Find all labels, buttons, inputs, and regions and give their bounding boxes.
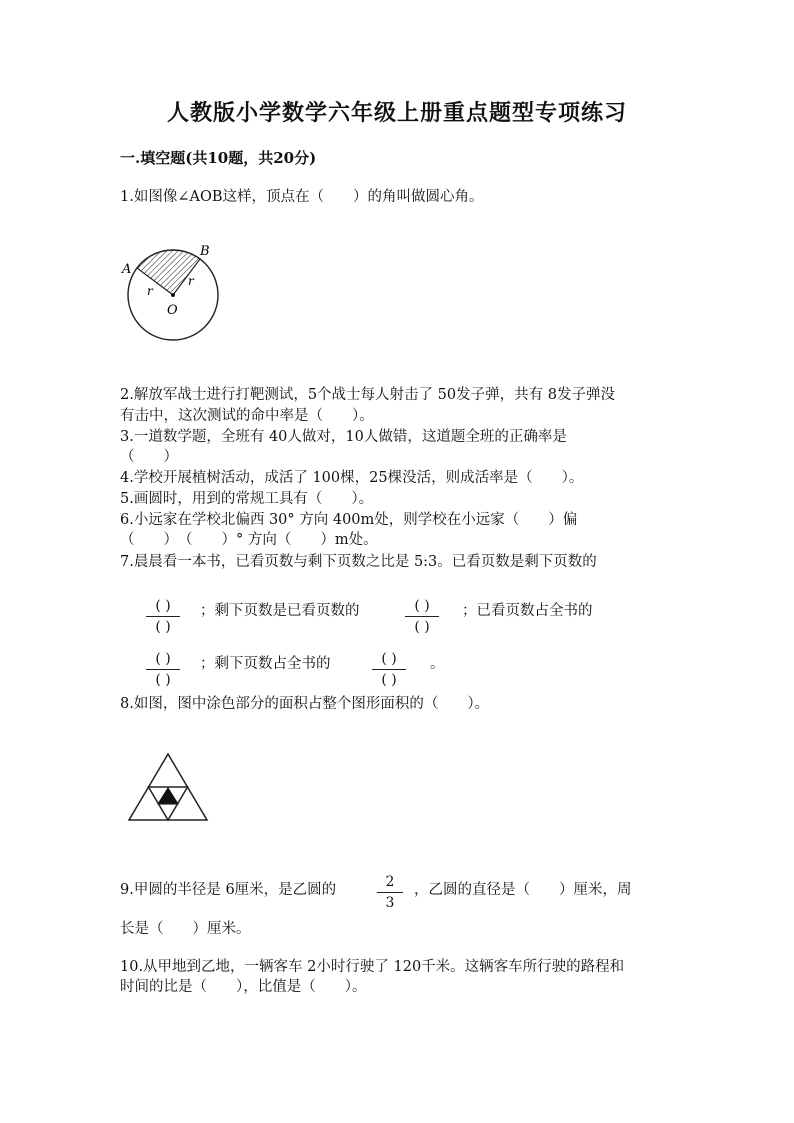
question-1-text: 1.如图像∠AOB这样，顶点在（ ）的角叫做圆心角。 bbox=[120, 189, 484, 205]
fraction-numerator: ( ) bbox=[155, 651, 171, 667]
question-7-text-a: ；剩下页数是已看页数的 bbox=[200, 603, 360, 619]
question-7-text-c: ；剩下页数占全书的 bbox=[200, 656, 331, 672]
question-10-line-2: 时间的比是（ ），比值是（ ）。 bbox=[120, 979, 367, 995]
fraction-denominator: 3 bbox=[385, 895, 395, 911]
label-a: A bbox=[122, 262, 132, 277]
question-3-line-1: 3.一道数学题，全班有 40人做对，10人做错，这道题全班的正确率是 bbox=[120, 429, 567, 445]
fraction-bar bbox=[146, 669, 180, 670]
question-2-line-2: 有击中，这次测试的命中率是（ ）。 bbox=[120, 408, 374, 424]
label-b: B bbox=[200, 244, 210, 259]
question-6-line-1: 6.小远家在学校北偏西 30° 方向 400m处，则学校在小远家（ ）偏 bbox=[120, 512, 578, 528]
label-r-right: r bbox=[188, 274, 194, 288]
fraction-two-thirds bbox=[377, 873, 403, 912]
question-7-text-b: ；已看页数占全书的 bbox=[462, 603, 593, 619]
page-title: 人教版小学数学六年级上册重点题型专项练习 bbox=[166, 100, 627, 126]
fraction-blank-4 bbox=[372, 650, 406, 689]
question-9-text-b: ，乙圆的直径是（ ）厘米，周 bbox=[414, 882, 632, 898]
question-6-line-2: （ ） （ ）° 方向（ ）m处。 bbox=[120, 532, 378, 548]
fraction-blank-1 bbox=[146, 597, 180, 636]
label-o: O bbox=[167, 303, 178, 318]
fraction-numerator: ( ) bbox=[155, 598, 171, 614]
question-7-line-1: 7.晨晨看一本书，已看页数与剩下页数之比是 5:3。已看页数是剩下页数的 bbox=[120, 554, 597, 570]
inner-shaded-triangle bbox=[158, 788, 178, 804]
fraction-denominator: ( ) bbox=[155, 619, 171, 635]
fraction-denominator: ( ) bbox=[381, 672, 397, 688]
fraction-bar bbox=[372, 669, 406, 670]
question-10-line-1: 10.从甲地到乙地，一辆客车 2小时行驶了 120千米。这辆客车所行驶的路程和 bbox=[120, 959, 625, 975]
fraction-numerator: ( ) bbox=[381, 651, 397, 667]
fraction-bar bbox=[146, 616, 180, 617]
fraction-numerator: 2 bbox=[385, 874, 395, 890]
label-r-left: r bbox=[147, 284, 153, 298]
question-2-line-1: 2.解放军战士进行打靶测试，5个战士每人射击了 50发子弹，共有 8发子弹没 bbox=[120, 387, 615, 403]
question-9-line-2: 长是（ ）厘米。 bbox=[120, 921, 251, 937]
question-9-text-a: 9.甲圆的半径是 6厘米，是乙圆的 bbox=[120, 882, 337, 898]
fraction-bar bbox=[405, 616, 439, 617]
question-5-text: 5.画圆时，用到的常规工具有（ ）。 bbox=[120, 491, 374, 507]
question-8-text: 8.如图，图中涂色部分的面积占整个图形面积的（ ）。 bbox=[120, 696, 490, 712]
question-4-text: 4.学校开展植树活动，成活了 100棵，25棵没活，则成活率是（ ）。 bbox=[120, 470, 584, 486]
fraction-blank-2 bbox=[405, 597, 439, 636]
question-3-line-2: （ ） bbox=[120, 449, 178, 465]
question-7-text-d: 。 bbox=[430, 656, 445, 672]
fraction-blank-3 bbox=[146, 650, 180, 689]
fraction-denominator: ( ) bbox=[414, 619, 430, 635]
fraction-numerator: ( ) bbox=[414, 598, 430, 614]
fraction-bar bbox=[377, 892, 403, 893]
section-heading: 一.填空题(共10题，共20分) bbox=[120, 149, 317, 167]
nested-triangles-figure bbox=[125, 752, 211, 824]
center-point bbox=[171, 293, 175, 297]
central-angle-circle-figure bbox=[115, 240, 227, 370]
fraction-denominator: ( ) bbox=[155, 672, 171, 688]
